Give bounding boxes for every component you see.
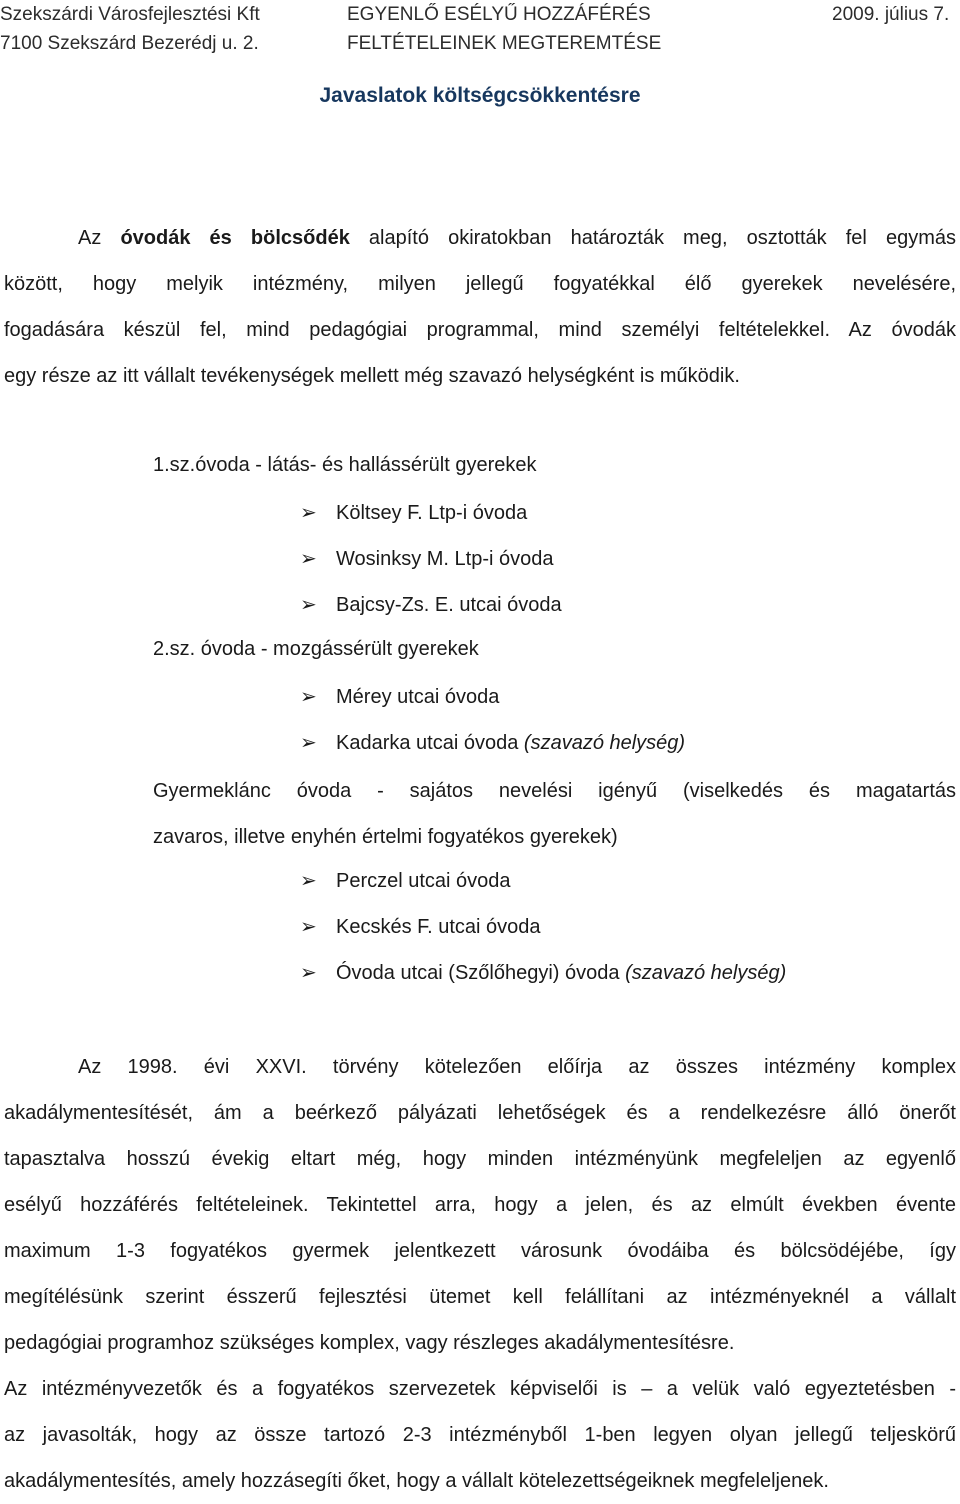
header-date: 2009. július 7.	[832, 4, 950, 25]
page-title: Javaslatok költségcsökkentésre	[319, 84, 641, 107]
group2-heading: 2.sz. óvoda - mozgássérült gyerekek	[153, 638, 479, 660]
intro-line-4: egy része az itt vállalt tevékenységek mellett még szavazó helységként is működik.	[4, 365, 740, 387]
header-org-address: 7100 Szekszárd Bezerédj u. 2.	[0, 33, 259, 54]
voting-place-note: (szavazó helység)	[523, 732, 686, 754]
list-item: ➢ Kecskés F. utcai óvoda	[300, 916, 541, 938]
group1-heading: 1.sz.óvoda - látás- és hallássérült gyerekek	[153, 454, 537, 476]
intro-paragraph	[4, 215, 956, 399]
arrow-bullet-icon: ➢	[300, 548, 317, 570]
law-line-2: akadálymentesítését, ám a beérkező pályázati lehetőségek és a rendelkezésre álló önerőt	[4, 1102, 956, 1124]
arrow-bullet-icon: ➢	[300, 502, 317, 524]
header-topic-line2: FELTÉTELEINEK MEGTEREMTÉSE	[347, 33, 662, 54]
recommendation-paragraph	[4, 1366, 956, 1504]
list-item: ➢ Óvoda utcai (Szőlőhegyi) óvoda (szavazó helység)	[300, 962, 787, 984]
group3-heading-line-1: Gyermeklánc óvoda - sajátos nevelési igényű (viselkedés és magatartás	[153, 780, 956, 802]
recommendation-line-3: akadálymentesítés, amely hozzásegíti őket, hogy a vállalt kötelezettségeiknek megfeleljenek.	[4, 1470, 829, 1492]
list-item: ➢ Bajcsy-Zs. E. utcai óvoda	[300, 594, 562, 616]
law-line-1: Az 1998. évi XXVI. törvény kötelezően előírja az összes intézmény komplex	[78, 1056, 956, 1078]
list-item: ➢ Kadarka utcai óvoda (szavazó helység)	[300, 732, 686, 754]
arrow-bullet-icon: ➢	[300, 686, 317, 708]
header-organization	[0, 0, 260, 58]
arrow-bullet-icon: ➢	[300, 594, 317, 616]
intro-line-3: fogadására készül fel, mind pedagógiai programmal, mind személyi feltételekkel. Az óvodák	[4, 319, 956, 341]
law-line-3: tapasztalva hosszú évekig eltart még, hogy minden intézményünk megfeleljen az egyenlő	[4, 1148, 956, 1170]
header-topic-line1: EGYENLŐ ESÉLYŰ HOZZÁFÉRÉS	[347, 4, 651, 25]
law-line-7: pedagógiai programhoz szükséges komplex, vagy részleges akadálymentesítésre.	[4, 1332, 735, 1354]
list-item: ➢ Mérey utcai óvoda	[300, 686, 500, 708]
law-line-5: maximum 1-3 fogyatékos gyermek jelentkezett városunk óvodáiba és bölcsödéjébe, így	[4, 1240, 956, 1262]
list-item: ➢ Költsey F. Ltp-i óvoda	[300, 502, 528, 524]
law-paragraph	[4, 1044, 956, 1366]
arrow-bullet-icon: ➢	[300, 870, 317, 892]
document-header	[0, 0, 960, 58]
group3-heading-line-2: zavaros, illetve enyhén értelmi fogyatékos gyerekek)	[153, 826, 618, 848]
law-line-6: megítélésünk szerint ésszerű fejlesztési ütemet kell felállítani az intézményeknél a vállalt	[4, 1286, 956, 1308]
intro-line-1: Az óvodák és bölcsődék alapító okiratokban határozták meg, osztották fel egymás	[78, 227, 956, 249]
header-org-name: Szekszárdi Városfejlesztési Kft	[0, 4, 260, 25]
group3-heading	[153, 768, 956, 860]
arrow-bullet-icon: ➢	[300, 962, 317, 984]
intro-emphasis: óvodák és bölcsődék	[120, 227, 350, 249]
list-item: ➢ Perczel utcai óvoda	[300, 870, 511, 892]
header-topic	[347, 0, 661, 58]
voting-place-note: (szavazó helység)	[625, 962, 787, 984]
law-line-4: esélyű hozzáférés feltételeinek. Tekintettel arra, hogy a jelen, és az elmúlt években évente	[4, 1194, 956, 1216]
arrow-bullet-icon: ➢	[300, 916, 317, 938]
intro-line-2: között, hogy melyik intézmény, milyen jellegű fogyatékkal élő gyerekek nevelésére,	[4, 273, 956, 295]
arrow-bullet-icon: ➢	[300, 732, 317, 754]
recommendation-line-1: Az intézményvezetők és a fogyatékos szervezetek képviselői is – a velük való egyeztetésben -	[4, 1378, 956, 1400]
recommendation-line-2: az javasolták, hogy az össze tartozó 2-3 intézményből 1-ben legyen olyan jellegű teljeskörű	[4, 1424, 956, 1446]
list-item: ➢ Wosinksy M. Ltp-i óvoda	[300, 548, 554, 570]
